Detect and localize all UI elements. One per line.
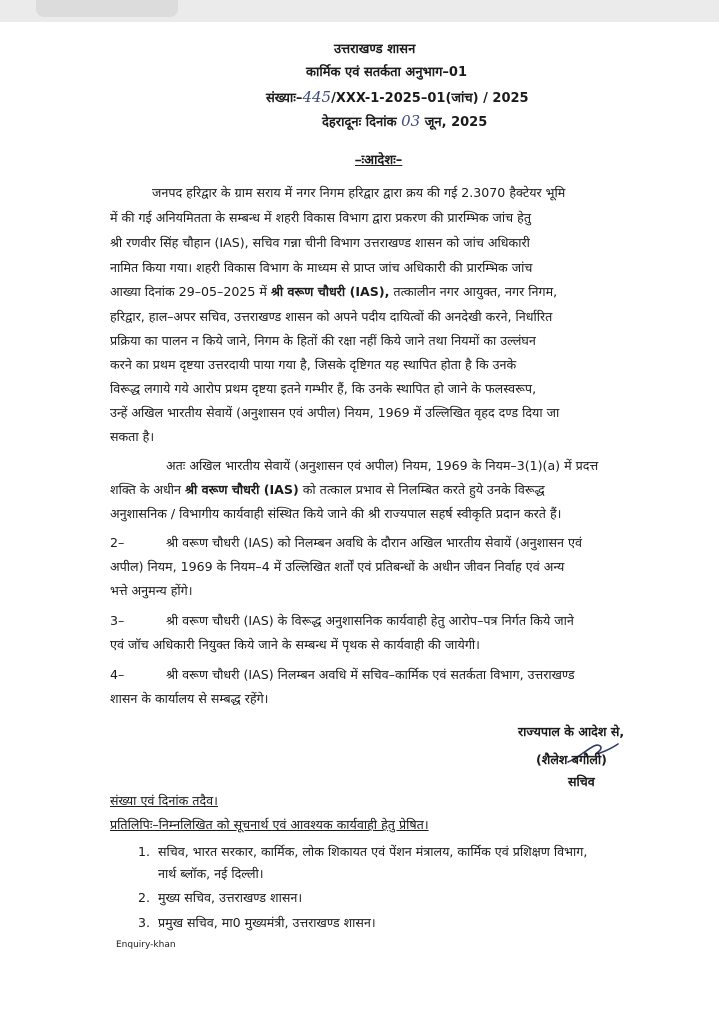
signatory-name: (शैलेश बगौली) <box>536 752 607 767</box>
para1-text: तत्कालीन नगर आयुक्त, नगर निगम, <box>393 284 558 299</box>
copy-item-number: 2. <box>138 890 151 905</box>
para1-line: नामित किया गया। शहरी विकास विभाग के माध्यम से प्राप्त जांच अधिकारी की प्रारम्भिक जांच <box>110 260 533 275</box>
para3-line: भत्ते अनुमन्य होंगे। <box>110 583 193 598</box>
reference-handwritten: 445 <box>302 88 332 106</box>
government-name: उत्तराखण्ड शासन <box>334 42 416 57</box>
para1-line: उन्हें अखिल भारतीय सेवायें (अनुशासन एवं अपील) नियम, 1969 में उल्लिखित वृहद दण्ड दिया जा <box>110 405 560 420</box>
para-number: 2– <box>110 535 125 550</box>
para-number: 3– <box>110 613 125 628</box>
number-and-date-same: संख्या एवं दिनांक तदैव। <box>110 793 218 808</box>
scan-toolbar-blob <box>36 0 178 17</box>
reference-suffix: /XXX-1-2025–01(जांच) / 2025 <box>331 91 529 106</box>
copy-item: नार्थ ब्लॉक, नई दिल्ली। <box>158 866 264 881</box>
para3-line: अपील) नियम, 1969 के नियम–4 में उल्लिखित शर्तों एवं प्रतिबन्धों के अधीन जीवन निर्वाह एवं अन्य <box>110 559 565 574</box>
para2-line: अतः अखिल भारतीय सेवायें (अनुशासन एवं अपील) नियम, 1969 के नियम–3(1)(a) में प्रदत्त <box>166 458 599 473</box>
reference-prefix: संख्याः– <box>266 91 303 106</box>
para2-text: को तत्काल प्रभाव से निलम्बित करते हुये उनके विरूद्ध <box>302 482 545 497</box>
officer-name: श्री वरूण चौधरी (IAS), <box>270 284 390 299</box>
para1-line: श्री रणवीर सिंह चौहान (IAS), सचिव गन्ना चीनी विभाग उत्तराखण्ड शासन को जांच अधिकारी <box>110 235 530 250</box>
para1-line: जनपद हरिद्वार के ग्राम सराय में नगर निगम हरिद्वार द्वारा क्रय की गई 2.3070 हैक्टेयर भूमि <box>152 185 566 200</box>
copy-item: सचिव, भारत सरकार, कार्मिक, लोक शिकायत एवं पेंशन मंत्रालय, कार्मिक एवं प्रशिक्षण विभाग, <box>158 844 588 859</box>
para4-line: एवं जॉच अधिकारी नियुक्त किये जाने के सम्बन्ध में पृथक से कार्यवाही की जायेगी। <box>110 637 480 652</box>
document-page <box>16 22 713 1022</box>
reference-number <box>266 88 529 108</box>
date-handwritten: 03 <box>401 112 421 130</box>
para1-line: करने का प्रथम दृष्टया उत्तरदायी पाया गया है, जिसके दृष्टिगत यह स्थापित होता है कि उनके <box>110 357 517 372</box>
para2-text: शक्ति के अधीन <box>110 482 182 497</box>
para1-line: हरिद्वार, हाल–अपर सचिव, उत्तराखण्ड शासन को अपने पदीय दायित्वों की अनदेखी करने, निर्धारित <box>110 309 553 324</box>
department-name: कार्मिक एवं सतर्कता अनुभाग–01 <box>306 65 467 80</box>
para1-text: आख्या दिनांक 29–05–2025 में <box>110 284 267 299</box>
para5-line: शासन के कार्यालय से सम्बद्ध रहेंगे। <box>110 691 269 706</box>
para3-line: श्री वरूण चौधरी (IAS) को निलम्बन अवधि के दौरान अखिल भारतीय सेवायें (अनुशासन एवं <box>166 535 582 550</box>
copy-item: प्रमुख सचिव, मा0 मुख्यमंत्री, उत्तराखण्ड शासन। <box>158 915 376 930</box>
para2-line <box>110 482 545 498</box>
para-number: 4– <box>110 667 125 682</box>
issue-date <box>322 112 487 132</box>
para4-line: श्री वरूण चौधरी (IAS) के विरूद्ध अनुशासनिक कार्यवाही हेतु आरोप–पत्र निर्गत किये जाने <box>166 613 574 628</box>
para1-line: विरूद्ध लगाये गये आरोप प्रथम दृष्टया इतने गम्भीर हैं, कि उनके स्थापित हो जाने के फलस्वरूप, <box>110 381 537 396</box>
para5-line: श्री वरूण चौधरी (IAS) निलम्बन अवधि में सचिव–कार्मिक एवं सतर्कता विभाग, उत्तराखण्ड <box>166 667 575 682</box>
para1-line: में की गई अनियमितता के सम्बन्ध में शहरी विकास विभाग द्वारा प्रकरण की प्रारम्भिक जांच हेतु <box>110 210 532 225</box>
footer-note: Enquiry-khan <box>116 940 176 950</box>
copy-item-number: 3. <box>138 915 151 930</box>
signatory-designation: सचिव <box>568 774 595 789</box>
copy-item-number: 1. <box>138 844 151 859</box>
date-suffix: जून, 2025 <box>424 115 488 130</box>
copy-to-heading: प्रतिलिपिः–निम्नलिखित को सूचनार्थ एवं आवश्यक कार्यवाही हेतु प्रेषित। <box>110 817 429 832</box>
para2-line: अनुशासनिक / विभागीय कार्यवाही संस्थित किये जाने की श्री राज्यपाल सहर्ष स्वीकृति प्रदान करते हैं। <box>110 506 562 521</box>
officer-name: श्री वरूण चौधरी (IAS) <box>185 482 299 497</box>
date-prefix: देहरादूनः दिनांक <box>322 115 397 130</box>
para1-line <box>110 284 557 300</box>
para1-line: सकता है। <box>110 429 155 444</box>
copy-item: मुख्य सचिव, उत्तराखण्ड शासन। <box>158 890 303 905</box>
para1-line: प्रक्रिया का पालन न किये जाने, निगम के हितों की रक्षा नहीं किये जाने तथा नियमों का उल्लंघन <box>110 333 536 348</box>
by-order-of-governor: राज्यपाल के आदेश से, <box>518 724 625 739</box>
scan-top-strip <box>0 0 719 22</box>
order-title: –ःआदेशः– <box>355 153 403 168</box>
